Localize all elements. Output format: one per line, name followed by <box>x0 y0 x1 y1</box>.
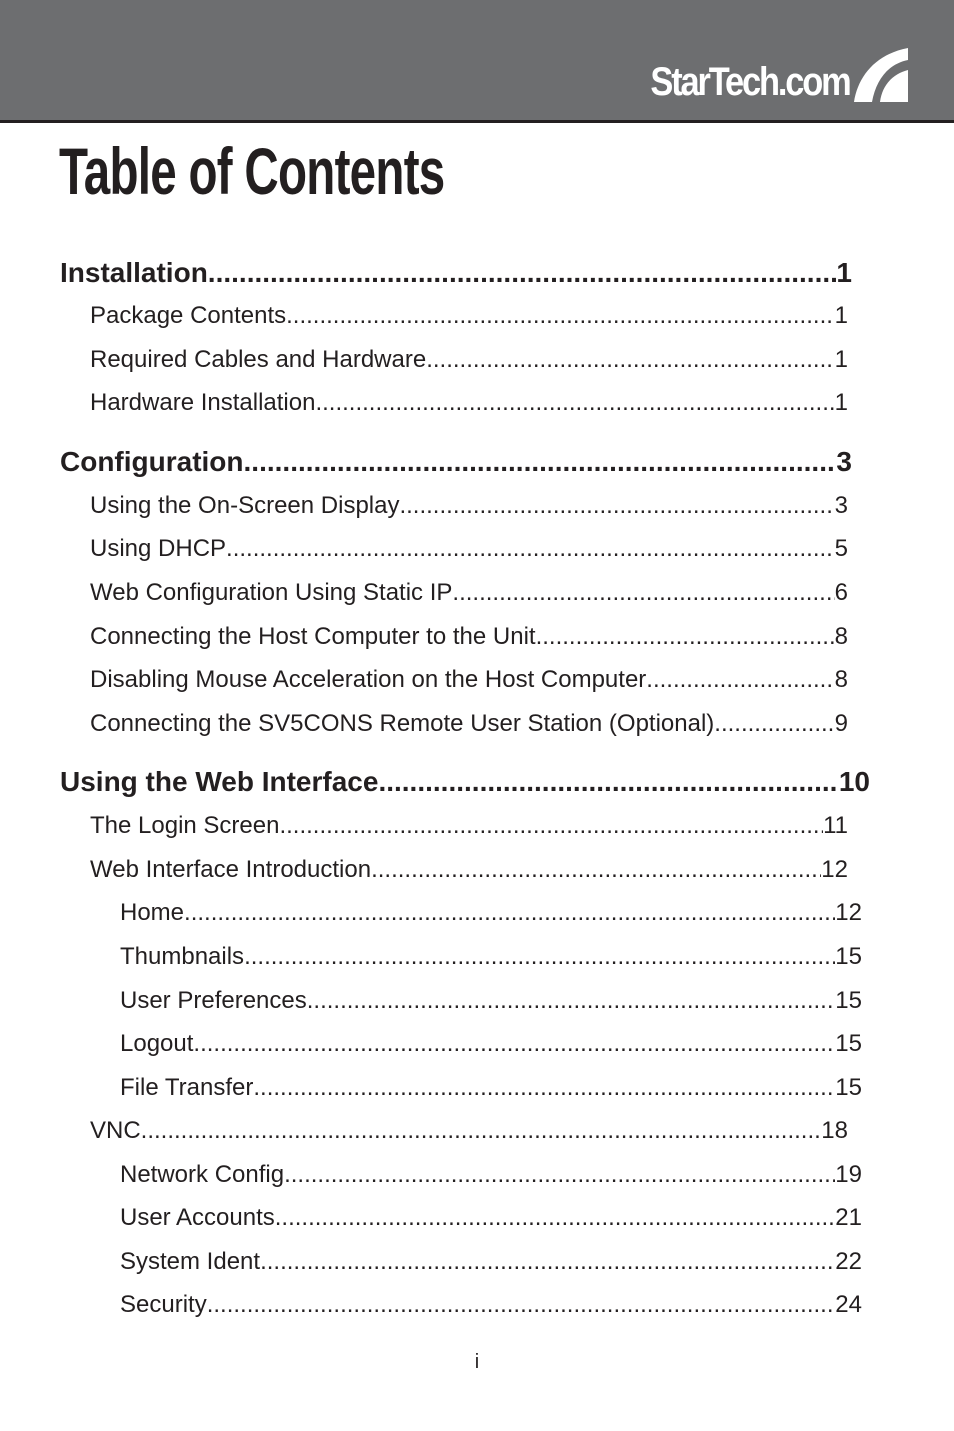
toc-subsubsection-entry[interactable] <box>120 1204 862 1233</box>
toc-entry-label: Connecting the Host Computer to the Unit <box>90 623 536 650</box>
toc-section-entry[interactable] <box>60 445 852 479</box>
toc-entry-page: 12 <box>821 856 848 883</box>
toc-leader-dots <box>253 1074 835 1103</box>
toc-entry-label: Configuration <box>60 446 244 477</box>
toc-entry-label: Hardware Installation <box>90 389 316 416</box>
toc-entry-label: Network Config <box>120 1161 285 1188</box>
toc-subsection-entry[interactable] <box>90 710 848 739</box>
toc-leader-dots <box>279 812 823 841</box>
toc-subsubsection-entry[interactable] <box>120 1074 862 1103</box>
toc-section-entry[interactable] <box>60 765 870 799</box>
toc-entry-label: Required Cables and Hardware <box>90 346 427 373</box>
toc-entry-page: 12 <box>835 899 862 926</box>
toc-subsection-entry[interactable] <box>90 856 848 885</box>
toc-entry-page: 6 <box>834 579 848 606</box>
toc-leader-dots <box>284 1161 835 1190</box>
toc-subsection-entry[interactable] <box>90 535 848 564</box>
toc-subsubsection-entry[interactable] <box>120 943 862 972</box>
toc-leader-dots <box>646 666 834 695</box>
toc-leader-dots <box>371 856 821 885</box>
toc-subsubsection-entry[interactable] <box>120 987 862 1016</box>
toc-entry-label: Using the Web Interface <box>60 766 379 797</box>
toc-entry-label: Web Interface Introduction <box>90 856 372 883</box>
toc-entry-page: 15 <box>835 1074 862 1101</box>
toc-entry-page: 1 <box>834 302 848 329</box>
toc-subsection-entry[interactable] <box>90 579 848 608</box>
toc-entry-page: 22 <box>835 1248 862 1275</box>
toc-entry-page: 8 <box>834 666 848 693</box>
toc-entry-label: Disabling Mouse Acceleration on the Host Computer <box>90 666 647 693</box>
toc-leader-dots <box>193 1030 835 1059</box>
toc-entry-label: Installation <box>60 257 208 288</box>
toc-entry-page: 5 <box>834 535 848 562</box>
toc-leader-dots <box>207 1291 836 1320</box>
toc-leader-dots <box>184 899 835 928</box>
toc-subsection-entry[interactable] <box>90 812 848 841</box>
toc-leader-dots <box>286 302 835 331</box>
toc-entry-page: 1 <box>834 389 848 416</box>
toc-entry-label: User Preferences <box>120 987 307 1014</box>
toc-subsection-entry[interactable] <box>90 1117 848 1146</box>
toc-entry-label: Thumbnails <box>120 943 245 970</box>
toc-entry-page: 3 <box>836 446 852 477</box>
toc-entry-page: 9 <box>834 710 848 737</box>
toc-leader-dots <box>226 535 835 564</box>
page-title: Table of Contents <box>59 134 445 208</box>
toc-entry-label: User Accounts <box>120 1204 275 1231</box>
toc-subsection-entry[interactable] <box>90 666 848 695</box>
page-number: i <box>474 1351 480 1373</box>
toc-leader-dots <box>141 1117 822 1146</box>
toc-entry-page: 18 <box>821 1117 848 1144</box>
toc-leader-dots <box>714 710 834 739</box>
toc-leader-dots <box>536 623 835 652</box>
toc-entry-page: 1 <box>836 257 852 288</box>
toc-subsection-entry[interactable] <box>90 346 848 375</box>
toc-entry-page: 19 <box>835 1161 862 1188</box>
toc-entry-page: 3 <box>834 492 848 519</box>
toc-leader-dots <box>426 346 834 375</box>
toc-entry-label: System Ident <box>120 1248 261 1275</box>
toc-entry-page: 15 <box>835 987 862 1014</box>
toc-leader-dots <box>275 1204 836 1233</box>
toc-entry-page: 8 <box>834 623 848 650</box>
toc-subsubsection-entry[interactable] <box>120 1248 862 1277</box>
toc-entry-page: 21 <box>835 1204 862 1231</box>
toc-entry-label: Security <box>120 1291 207 1318</box>
toc-entry-page: 10 <box>838 766 870 797</box>
toc-entry-page: 1 <box>834 346 848 373</box>
toc-subsubsection-entry[interactable] <box>120 1291 862 1320</box>
toc-leader-dots <box>260 1248 835 1277</box>
toc-subsection-entry[interactable] <box>90 623 848 652</box>
toc-section-entry[interactable] <box>60 256 852 290</box>
toc-subsection-entry[interactable] <box>90 492 848 521</box>
toc-subsubsection-entry[interactable] <box>120 1030 862 1059</box>
toc-leader-dots <box>315 389 834 418</box>
toc-leader-dots <box>244 445 837 479</box>
logo-text: StarTech.com <box>650 60 850 104</box>
toc-entry-page: 15 <box>835 1030 862 1057</box>
toc-subsection-entry[interactable] <box>90 389 848 418</box>
toc-entry-label: Home <box>120 899 185 926</box>
toc-entry-label: Package Contents <box>90 302 287 329</box>
toc-leader-dots <box>399 492 834 521</box>
toc-entry-label: File Transfer <box>120 1074 254 1101</box>
toc-entry-page: 15 <box>835 943 862 970</box>
toc-entry-label: Web Configuration Using Static IP <box>90 579 453 606</box>
toc-entry-page: 24 <box>835 1291 862 1318</box>
toc-entry-label: Using DHCP <box>90 535 227 562</box>
toc-entry-page: 11 <box>823 812 848 839</box>
toc-subsubsection-entry[interactable] <box>120 899 862 928</box>
toc-entry-label: Using the On-Screen Display <box>90 492 400 519</box>
toc-leader-dots <box>378 765 838 799</box>
toc-entry-label: VNC <box>90 1117 141 1144</box>
toc-leader-dots <box>452 579 834 608</box>
toc-leader-dots <box>244 943 835 972</box>
toc-entry-label: Logout <box>120 1030 194 1057</box>
toc-leader-dots <box>307 987 836 1016</box>
toc-entry-label: The Login Screen <box>90 812 280 839</box>
toc-leader-dots <box>208 256 837 290</box>
toc-subsubsection-entry[interactable] <box>120 1161 862 1190</box>
toc-entry-label: Connecting the SV5CONS Remote User Station (Optional) <box>90 710 715 737</box>
toc-subsection-entry[interactable] <box>90 302 848 331</box>
